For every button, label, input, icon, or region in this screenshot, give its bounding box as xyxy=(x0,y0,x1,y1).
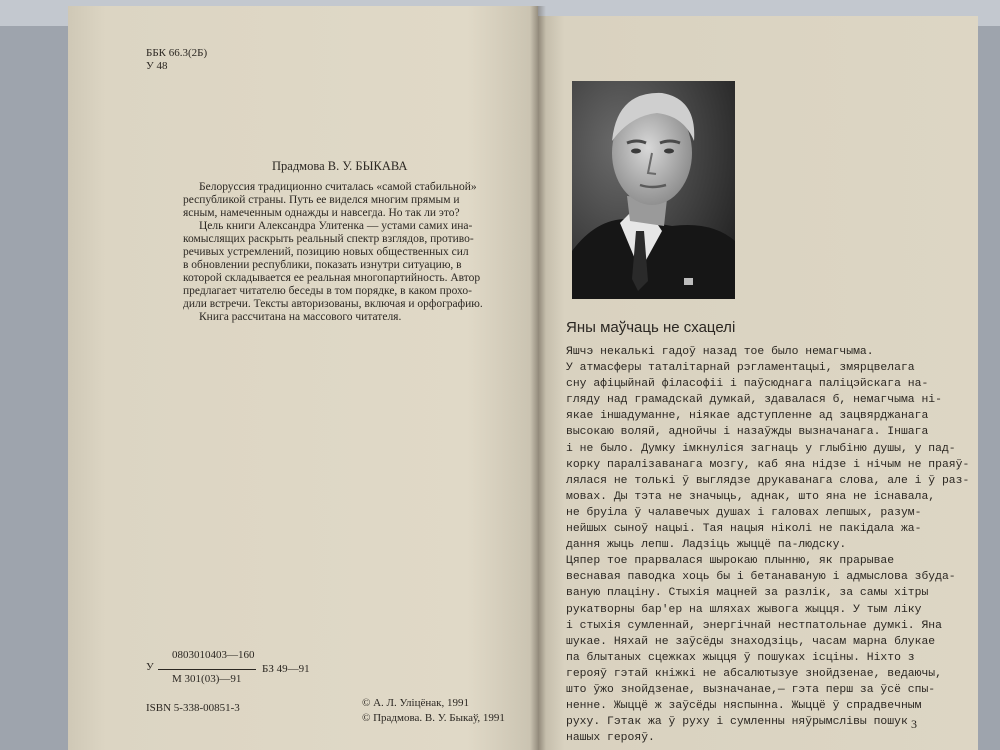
body-line: і не было. Думку імкнуліся загнаць у глыбіню душы, у пад- xyxy=(566,442,956,455)
copyright-preface: © Прадмова. В. У. Быкаў, 1991 xyxy=(362,712,505,724)
annotation-line: речивых устремлений, позицию новых общественных сил xyxy=(183,246,469,258)
annotation-line: которой складывается ее реальная многопартийность. Автор xyxy=(183,272,481,284)
body-line: Цяпер тое прарвалася шырокаю плынню, як прарывае xyxy=(566,555,895,568)
body-line: У атмасферы таталітарнай рэгламентацыі, змярцвелага xyxy=(566,362,915,375)
preface-title: Прадмова В. У. БЫКАВА xyxy=(272,159,408,173)
body-line: нейшых сыноў нацыі. Тая нацыя ніколі не пакідала жа- xyxy=(566,523,922,536)
chapter-body xyxy=(566,344,970,746)
body-line: што ўжо знойдзенае, вызначанае,— гэта перш за ўсё спы- xyxy=(566,683,936,696)
annotation-line: республикой страны. Путь ее виделся многим прямым и xyxy=(183,194,460,206)
annotation-line: дили встречи. Тексты авторизованы, включая и орфографию. xyxy=(183,298,483,310)
body-line: і стыхія сумленнай, энергічнай нестпатольнае думкі. Яна xyxy=(566,619,942,632)
body-line: Яшчэ некалькі гадоў назад тое было немагчыма. xyxy=(566,346,874,358)
annotation-line: предлагает читателю беседы в том порядке, в каком прохо- xyxy=(183,285,472,297)
catalog-bz: БЗ 49—91 xyxy=(262,663,310,675)
body-line: якае іншадуманне, ніякае адступленне ад зацвярджанага xyxy=(566,410,929,423)
body-line: мовах. Ды тэта не значыць, аднак, што яна не існавала, xyxy=(566,490,936,503)
body-line: ненне. Жыццё ж заўсёды няспынна. Жыццё ў спрадвечным xyxy=(566,700,922,713)
body-line: ваную плаціну. Стыхія мацней за разлік, за самы хітры xyxy=(566,587,929,600)
catalog-fraction-line xyxy=(158,669,256,670)
bbk-code: У 48 xyxy=(146,60,168,72)
catalog-denominator: М 301(03)—91 xyxy=(172,673,242,685)
body-line: сну афіцыйнай філасофіі і паўсюднага паліцэйскага на- xyxy=(566,378,929,391)
body-line: гляду над грамадскай думкай, здавалася б, немагчыма ні- xyxy=(566,394,942,407)
annotation-line: Цель книги Александра Улитенка — устами самих ина- xyxy=(199,220,473,232)
annotation-line: Книга рассчитана на массового читателя. xyxy=(199,311,402,323)
body-line: рукатворны бар'ер на шляхах жывога жыцця. У тым ліку xyxy=(566,603,922,616)
portrait-photo xyxy=(572,81,735,299)
body-line: корку паралізаванага мозгу, каб яна нідзе і нічым не праяў- xyxy=(566,458,970,471)
body-line: высокаю воляй, аднойчы і назаўжды вызначанага. Іншага xyxy=(566,426,929,439)
body-line: шукае. Няхай не заўсёды знаходзіць, часам марна блукае xyxy=(566,635,936,648)
catalog-numerator: 0803010403—160 xyxy=(172,649,255,661)
left-page xyxy=(68,6,538,750)
isbn: ISBN 5-338-00851-3 xyxy=(146,702,240,714)
body-line: дання жыць лепш. Ладзіць жыццё па-людску. xyxy=(566,539,847,552)
bbk-index: ББК 66.3(2Б) xyxy=(146,47,208,59)
annotation-line: комыслящих раскрыть реальный спектр взглядов, противо- xyxy=(183,233,474,245)
page-number: 3 xyxy=(911,717,917,731)
portrait-image xyxy=(572,81,735,299)
annotation-line: Белоруссия традиционно считалась «самой стабильной» xyxy=(199,181,477,193)
body-line: лялася не толькі ў выглядзе друкаванага слова, але і ў раз- xyxy=(566,474,970,487)
body-line: па блытаных сцежках жыцця ў пошуках ісціны. Ніхто з xyxy=(566,651,915,664)
body-line: не бруіла ў чалавечых душах і галовах лепшых, разум- xyxy=(566,506,922,519)
copyright-author: © А. Л. Уліцёнак, 1991 xyxy=(362,697,469,709)
body-line: руху. Гэтак жа ў руху і сумленны няўрымслівы пошук xyxy=(566,716,908,729)
annotation-block xyxy=(183,181,513,324)
chapter-title: Яны маўчаць не схацелі xyxy=(566,319,736,336)
body-line: нашых герояў. xyxy=(566,732,655,745)
body-line: веснавая паводка хоць бы і бетанаваную і адмыслова збуда- xyxy=(566,571,956,584)
catalog-letter: У xyxy=(146,661,154,673)
annotation-line: ясным, намеченным однажды и навсегда. Но так ли это? xyxy=(183,207,460,219)
book-spine xyxy=(530,6,546,750)
body-line: герояў гэтай кніжкі не абсалютызуе знойдзенае, ведаючы, xyxy=(566,667,942,680)
annotation-line: в обновлении республики, показать изнутри ситуацию, в xyxy=(183,259,462,271)
